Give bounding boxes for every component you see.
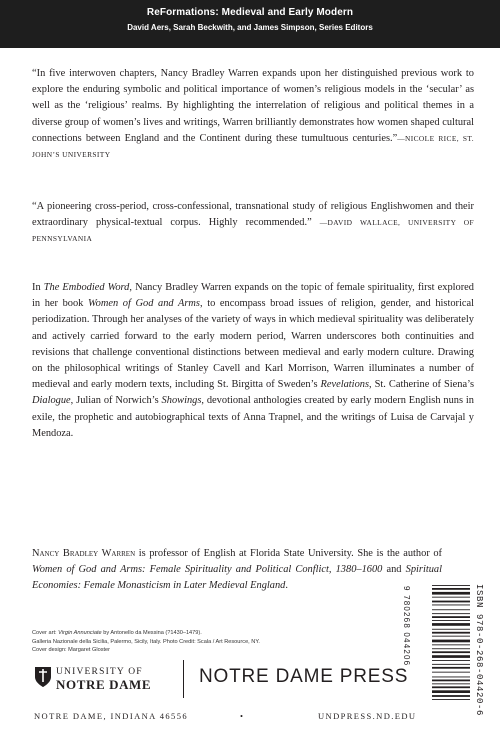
endorsement-quote-wallace	[32, 199, 474, 248]
bio-text: is professor of English at Florida State University. She is the author of	[135, 548, 442, 559]
university-shield-icon	[34, 666, 52, 688]
footer-separator: •	[240, 711, 243, 721]
logo-divider	[183, 660, 184, 698]
quote-attribution: —NICOLE RICE, ST. JOHN’S UNIVERSITY	[32, 133, 474, 160]
barcode-digits: 9 780268 044206	[402, 586, 411, 667]
description-text: In	[32, 282, 44, 293]
book-description	[32, 280, 474, 442]
credit-line: Galleria Nazionale della Sicilia, Palermo, Sicily, Italy. Photo Credit: Scala / Art Resource, NY.	[32, 638, 260, 645]
bio-text: .	[285, 580, 288, 592]
description-text: , Nancy Bradley Warren expands on the topic of female spirituality, first explored in her book	[32, 282, 474, 310]
author-bio	[32, 546, 442, 595]
description-text: , to encompass broad issues of religion, gender, and historical periodization. Through her analyses of the variety of ways in which medieval spirituality was deliberately and actively carried forward to the early modern period, Warren underscores both continuities and revisions that challenge conventional distinctions between medieval and early modern culture. Drawing on the philosophical writings of Stanley Cavell and Karl Morrison, Warren illuminates a number of medieval and early modern texts, including St. Birgitta of Sweden’s	[32, 298, 474, 391]
description-text: , devotional anthologies created by early modern English nuns in exile, the prophetic and autobiographical texts of Anna Trapnel, and the writings of Luisa de Carvajal y Mendoza.	[32, 395, 474, 439]
work-title: Revelations	[320, 379, 370, 391]
series-title: ReFormations: Medieval and Early Modern	[146, 7, 354, 18]
artwork-title: Virgin Annunciate	[58, 630, 102, 636]
endorsement-quote-rice	[32, 66, 474, 163]
work-title: Showings	[161, 395, 202, 407]
quote-text: “In five interwoven chapters, Nancy Bradley Warren expands upon her distinguished previous work to explore the enduring symbolic and political importance of women’s religious models in the ‘secular’ as well as the ‘religious’ realms. By highlighting the interrelation of religious and political themes in a diverse group of women’s lives and writings, Warren brilliantly demonstrates how women shaped cultural connections between England and the Continent during these tumultuous centuries.”	[32, 68, 474, 144]
series-editors: David Aers, Sarah Beckwith, and James Simpson, Series Editors	[127, 23, 373, 32]
book-title: The Embodied Word	[43, 282, 130, 293]
press-address: NOTRE DAME, INDIANA 46556	[34, 711, 188, 721]
earlier-book-title: Women of God and Arms	[87, 298, 200, 310]
quote-text: “A pioneering cross-period, cross-confessional, transnational study of religious Englishwomen and their extraordinary physical-textual corpus. Highly recommended.”	[32, 201, 474, 229]
quote-attribution: —DAVID WALLACE, UNIVERSITY OF PENNSYLVANIA	[32, 218, 474, 244]
isbn-text: ISBN 978-0-268-04420-6	[474, 584, 484, 717]
work-title: Dialogue	[32, 395, 71, 407]
bio-text: and	[382, 564, 406, 576]
university-name: NOTRE DAME	[56, 677, 152, 692]
university-of-label: UNIVERSITY OF	[56, 667, 143, 677]
credit-label: Cover art:	[32, 630, 59, 636]
credit-line	[32, 629, 372, 638]
credit-text: by Antonello da Messina (?1430–1479).	[101, 630, 202, 636]
press-website: UNDPRESS.ND.EDU	[318, 711, 417, 721]
cover-credits	[32, 629, 372, 655]
series-header-bar	[0, 0, 500, 48]
description-text: , St. Catherine of Siena’s	[369, 379, 475, 391]
description-text: , Julian of Norwich’s	[70, 395, 162, 407]
credit-line: Cover design: Margaret Gloster	[32, 647, 111, 653]
bio-book-title: Spiritual Economies: Female Monasticism in Later Medieval England	[32, 564, 443, 592]
bio-book-title: Women of God and Arms: Female Spirituality and Political Conflict, 1380–1600	[32, 564, 383, 576]
author-name: Nancy Bradley Warren	[32, 548, 136, 559]
press-name: NOTRE DAME PRESS	[199, 666, 409, 687]
